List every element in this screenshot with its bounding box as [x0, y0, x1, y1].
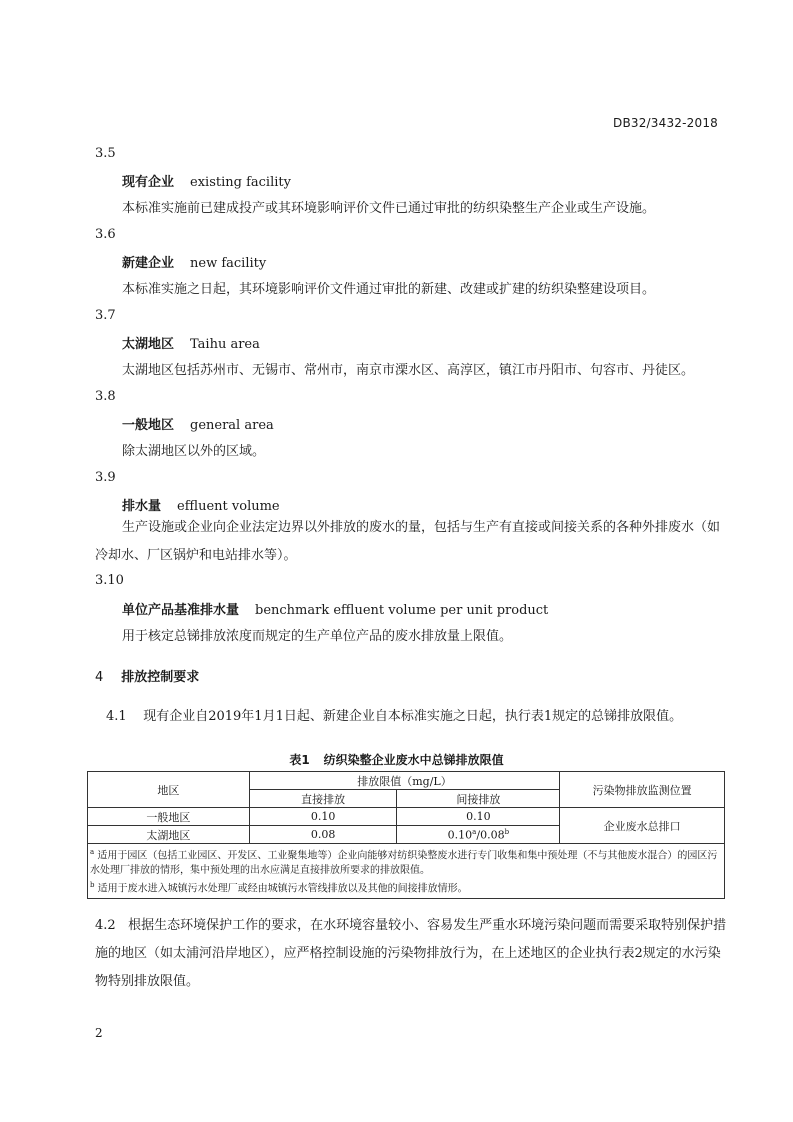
footnote-a: [90, 845, 722, 878]
clause-text: 现有企业自2019年1月1日起、新建企业自本标准实施之日起，执行表1规定的总锑排放限值。: [143, 709, 683, 724]
cell-indirect: [397, 826, 560, 844]
term-definition: 本标准实施前已建成投产或其环境影响评价文件已通过审批的纺织染整生产企业或生产设施。: [122, 201, 656, 216]
term-en: existing facility: [190, 175, 291, 190]
term-cn: 单位产品基准排水量: [122, 603, 240, 618]
term-cn: 一般地区: [122, 418, 175, 433]
cell-region: 一般地区: [88, 808, 250, 826]
term-cn: 排水量: [122, 499, 162, 514]
clause-number: 4.1: [106, 709, 127, 724]
clause-number: 3.6: [95, 227, 116, 242]
term-heading: [122, 414, 274, 433]
clause-text: 根据生态环境保护工作的要求，在水环境容量较小、容易发生严重水环境污染问题而需要采取特别保护措施的地区（如太浦河沿岸地区），应严格控制设施的污染物排放行为，在上述地区的企业执行表2规定的水污染物特别排放限值。: [95, 918, 727, 989]
term-en: benchmark effluent volume per unit product: [255, 603, 549, 618]
clause-number: 3.9: [95, 470, 116, 485]
page-number: 2: [95, 1026, 103, 1040]
term-definition: 太湖地区包括苏州市、无锡市、常州市，南京市溧水区、高淳区，镇江市丹阳市、句容市、丹徒区。: [122, 363, 695, 378]
footnote-mark: a: [90, 848, 95, 856]
table-title: 纺织染整企业废水中总锑排放限值: [323, 753, 504, 767]
term-definition: 生产设施或企业向企业法定边界以外排放的废水的量，包括与生产有直接或间接关系的各种外排废水（如冷却水、厂区锅炉和电站排水等）。: [95, 520, 721, 563]
term-definition: 除太湖地区以外的区域。: [122, 444, 266, 459]
term-heading: [122, 599, 548, 618]
standard-code: DB32/3432-2018: [613, 116, 718, 130]
term-heading: [122, 171, 291, 190]
cell-direct: 0.08: [249, 826, 397, 844]
header-monitor: 污染物排放监测位置: [560, 772, 725, 808]
clause-4-2: [95, 912, 727, 996]
footnote-text: 适用于园区（包括工业园区、开发区、工业聚集地等）企业向能够对纺织染整废水进行专门收集和集中预处理（不与其他废水混合）的园区污水处理厂排放的情形，集中预处理的出水应满足直接排放所要求的排放限值。: [90, 850, 718, 877]
indirect-value-a: 0.10: [447, 828, 473, 842]
term-en: effluent volume: [177, 499, 280, 514]
term-cn: 太湖地区: [122, 337, 175, 352]
clause-4-1: [106, 703, 726, 731]
term-cn: 新建企业: [122, 256, 175, 271]
table-caption: [0, 751, 793, 768]
clause-number: 3.7: [95, 308, 116, 323]
term-en: Taihu area: [190, 337, 260, 352]
footnote-mark: b: [90, 881, 95, 890]
cell-monitor: 企业废水总排口: [560, 808, 725, 844]
term-cn: 现有企业: [122, 175, 175, 190]
section-number: 4: [95, 670, 104, 685]
emission-limit-table: [87, 771, 725, 899]
section-heading: [95, 666, 199, 685]
cell-indirect: 0.10: [397, 808, 560, 826]
clause-number: 3.8: [95, 389, 116, 404]
term-en: new facility: [190, 256, 267, 271]
clause-number: 3.5: [95, 146, 116, 161]
footnote-text: 适用于废水进入城镇污水处理厂或经由城镇污水管线排放以及其他的间接排放情形。: [97, 883, 468, 895]
header-limit: 排放限值（mg/L）: [249, 772, 560, 790]
header-direct: 直接排放: [249, 790, 397, 808]
clause-number: 4.2: [95, 918, 116, 933]
indirect-value-b: 0.08: [480, 828, 505, 842]
footnote-mark: a: [472, 827, 477, 836]
term-definition: 本标准实施之日起，其环境影响评价文件通过审批的新建、改建或扩建的纺织染整建设项目。: [122, 282, 656, 297]
table-label: 表1: [289, 753, 310, 767]
section-title: 排放控制要求: [121, 670, 200, 685]
cell-region: 太湖地区: [88, 826, 250, 844]
term-en: general area: [190, 418, 274, 433]
footnote-b: [90, 878, 722, 896]
term-heading: [122, 252, 266, 271]
term-heading: [122, 495, 280, 514]
term-heading: [122, 333, 260, 352]
table-notes: [88, 844, 725, 899]
table-row: [88, 808, 725, 826]
header-region: 地区: [88, 772, 250, 808]
footnote-mark: b: [504, 827, 510, 836]
header-indirect: 间接排放: [397, 790, 560, 808]
clause-number: 3.10: [95, 573, 124, 588]
separator: /: [476, 828, 481, 842]
term-definition: 用于核定总锑排放浓度而规定的生产单位产品的废水排放量上限值。: [122, 629, 513, 644]
cell-direct: 0.10: [249, 808, 397, 826]
